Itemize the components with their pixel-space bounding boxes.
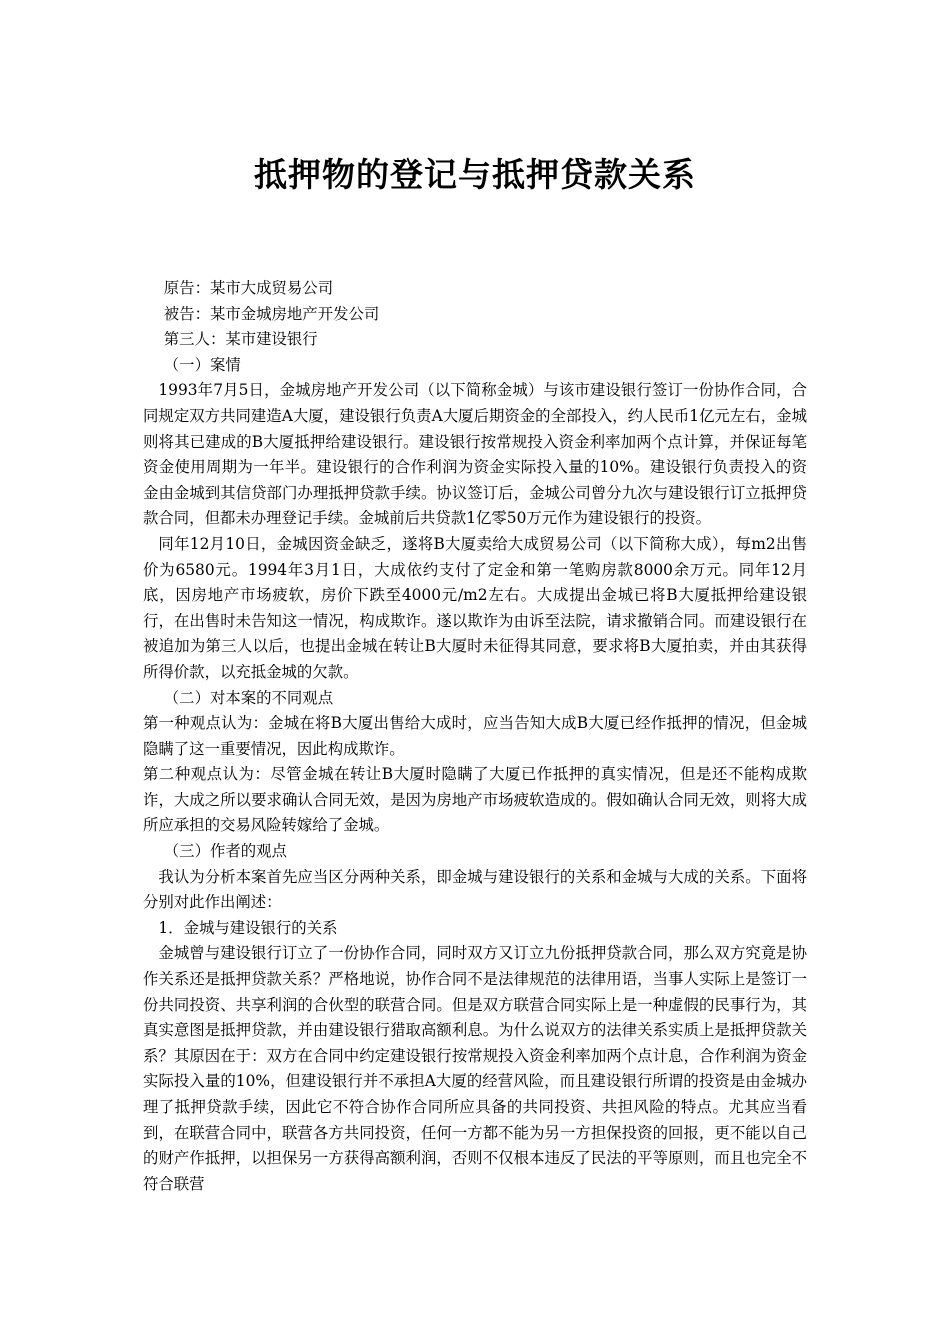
paragraph-case-1: 1993年7月5日，金城房地产开发公司（以下简称金城）与该市建设银行签订一份协作合同，合同规定双方共同建造A大厦，建设银行负责A大厦后期资金的全部投入，约人民币1亿元左右，金城则将其已建成的B大厦抵押给建设银行。建设银行按常规投入资金利率加两个点计算，并保证每笔资金使用周期为一年半。建设银行的合作利润为资金实际投入量的10%。建设银行负责投入的资金由金城到其信贷部门办理抵押贷款手续。协议签订后，金城公司曾分九次与建设银行订立抵押贷款合同，但都未办理登记手续。金城前后共贷款1亿零50万元作为建设银行的投资。 <box>143 381 807 528</box>
paragraph-plaintiff: 原告：某市大成贸易公司 <box>163 279 334 297</box>
paragraph-relation-1: 金城曾与建设银行订立了一份协作合同，同时双方又订立九份抵押贷款合同，那么双方究竟是协作关系还是抵押贷款关系？严格地说，协作合同不是法律规范的法律用语，当事人实际上是签订一份共同投资、共享利润的合伙型的联营合同。但是双方联营合同实际上是一种虚假的民事行为，其真实意图是抵押贷款，并由建设银行猎取高额利息。为什么说双方的法律关系实质上是抵押贷款关系？其原因在于：双方在合同中约定建设银行按常规投入资金利率加两个点计息，合作利润为资金实际投入量的10%，但建设银行并不承担A大厦的经营风险，而且建设银行所谓的投资是由金城办理了抵押贷款手续，因此它不符合协作合同所应具备的共同投资、共担风险的特点。尤其应当看到，在联营合同中，联营各方共同投资，任何一方都不能为另一方担保投资的回报，更不能以自己的财产作抵押，以担保另一方获得高额利润，否则不仅根本违反了民法的平等原则，而且也完全不符合联营 <box>143 944 807 1193</box>
document-title: 抵押物的登记与抵押贷款关系 <box>254 155 696 194</box>
document-body <box>143 276 807 1197</box>
section-heading-case: （一）案情 <box>163 355 241 374</box>
paragraph-view-2: 第二种观点认为：尽管金城在转让B大厦时隐瞒了大厦已作抵押的真实情况，但是还不能构成欺诈，大成之所以要求确认合同无效，是因为房地产市场疲软造成的。假如确认合同无效，则将大成所应承担的交易风险转嫁给了金城。 <box>143 765 807 835</box>
paragraph-defendant: 被告：某市金城房地产开发公司 <box>163 304 380 323</box>
paragraph-view-1: 第一种观点认为：金城在将B大厦出售给大成时，应当告知大成B大厦已经作抵押的情况，但金城隐瞒了这一重要情况，因此构成欺诈。 <box>143 714 807 758</box>
paragraph-third-party: 第三人：某市建设银行 <box>163 330 318 349</box>
paragraph-author-intro: 我认为分析本案首先应当区分两种关系，即金城与建设银行的关系和金城与大成的关系。下面将分别对此作出阐述： <box>143 867 807 912</box>
subheading-relation-1: 1．金城与建设银行的关系 <box>158 918 338 937</box>
section-heading-views: （二）对本案的不同观点 <box>163 688 334 707</box>
section-heading-author: （三）作者的观点 <box>163 842 287 861</box>
paragraph-case-2: 同年12月10日，金城因资金缺乏，遂将B大厦卖给大成贸易公司（以下简称大成），每m2出售价为6580元。1994年3月1日，大成依约支付了定金和第一笔购房款8000余万元。同年12月底，因房地产市场疲软，房价下跌至4000元/m2左右。大成提出金城已将B大厦抵押给建设银行，在出售时未告知这一情况，构成欺诈。遂以欺诈为由诉至法院，请求撤销合同。而建设银行在被追加为第三人以后，也提出金城在转让B大厦时未征得其同意，要求将B大厦拍卖，并由其获得所得价款，以充抵金城的欠款。 <box>143 534 807 681</box>
